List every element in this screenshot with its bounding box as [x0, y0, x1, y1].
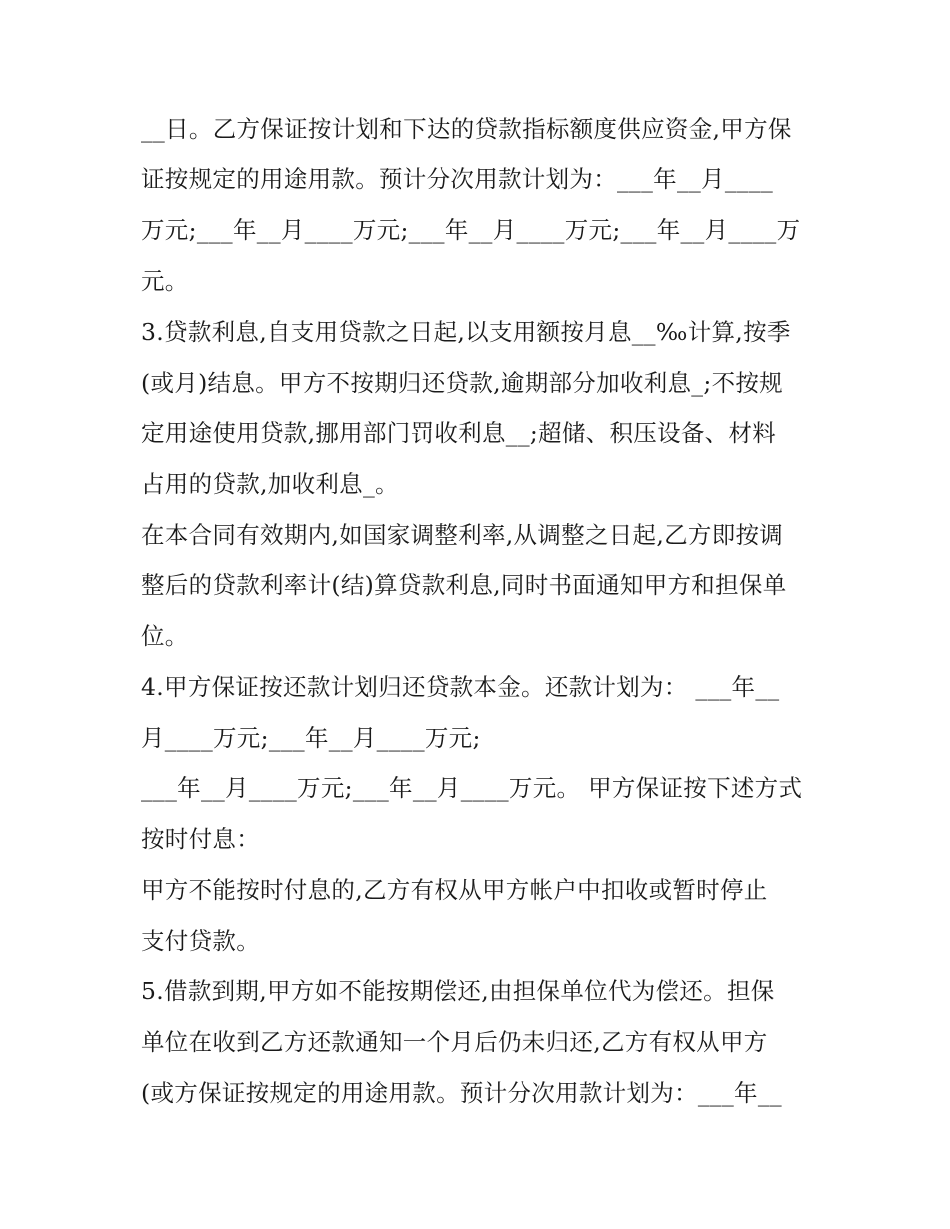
text-line: 按时付息： [141, 825, 260, 853]
text-line: 4.甲方保证按还款计划归还贷款本金。还款计划为： ___年__ [141, 673, 780, 701]
text-line: 整后的贷款利率计(结)算贷款利息,同时书面通知甲方和担保单 [141, 571, 787, 599]
text-line: ___年__月____万元;___年__月____万元。 甲方保证按下述方式 [141, 774, 803, 802]
text-line: (或月)结息。甲方不按期归还贷款,逾期部分加收利息_;不按规 [141, 369, 783, 397]
text-line: 定用途使用贷款,挪用部门罚收利息__;超储、积压设备、材料 [141, 419, 777, 447]
text-line: 万元;___年__月____万元;___年__月____万元;___年__月____万 [141, 216, 801, 244]
text-line: 位。 [141, 622, 189, 650]
text-line: 占用的贷款,加收利息_。 [141, 470, 399, 498]
text-line: 在本合同有效期内,如国家调整利率,从调整之日起,乙方即按调 [141, 521, 784, 549]
text-line: 元。 [141, 267, 189, 295]
text-line: 月____万元;___年__月____万元; [141, 724, 481, 752]
text-line: (或方保证按规定的用途用款。预计分次用款计划为：___年__ [141, 1079, 782, 1107]
text-line: 证按规定的用途用款。预计分次用款计划为：___年__月____ [141, 165, 774, 193]
text-line: __日。乙方保证按计划和下达的贷款指标额度供应资金,甲方保 [141, 115, 792, 143]
text-line: 5.借款到期,甲方如不能按期偿还,由担保单位代为偿还。担保 [141, 977, 775, 1005]
text-line: 甲方不能按时付息的,乙方有权从甲方帐户中扣收或暂时停止 [141, 876, 768, 904]
text-line: 3.贷款利息,自支用贷款之日起,以支用额按月息__‰计算,按季 [141, 318, 791, 346]
text-line: 单位在收到乙方还款通知一个月后仍未归还,乙方有权从甲方 [141, 1028, 768, 1056]
text-line: 支付贷款。 [141, 927, 260, 955]
